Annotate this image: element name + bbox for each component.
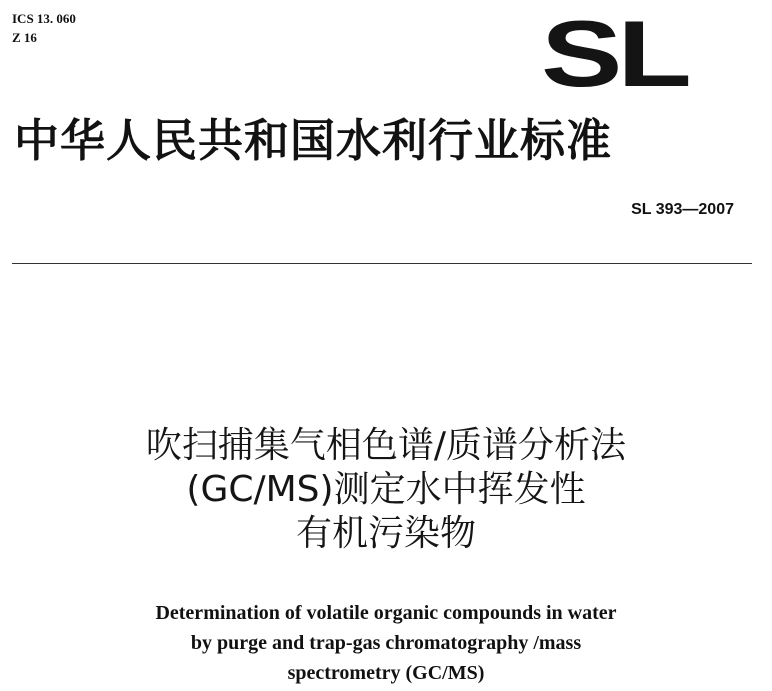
english-title-line-3: spectrometry (GC/MS): [287, 662, 485, 684]
chinese-title-line-3: 有机污染物: [295, 513, 476, 554]
chinese-title-line-2: (GC/MS)测定水中挥发性: [186, 469, 586, 510]
standard-number: SL 393—2007: [631, 201, 734, 218]
chinese-title: [0, 424, 772, 556]
classification-codes: [12, 9, 76, 47]
english-title-line-2: by purge and trap-gas chromatography /mass: [190, 632, 582, 654]
english-title-line-1: Determination of volatile organic compounds in water: [155, 602, 617, 624]
ccs-code: Z 16: [12, 30, 37, 45]
sl-logo: SL: [541, 1, 687, 106]
english-title: [0, 598, 772, 688]
standard-body-title: 中华人民共和国水利行业标准: [14, 114, 613, 167]
ics-code: ICS 13. 060: [12, 11, 76, 26]
chinese-title-line-1: 吹扫捕集气相色谱/质谱分析法: [145, 425, 627, 466]
header-divider: [12, 263, 752, 264]
